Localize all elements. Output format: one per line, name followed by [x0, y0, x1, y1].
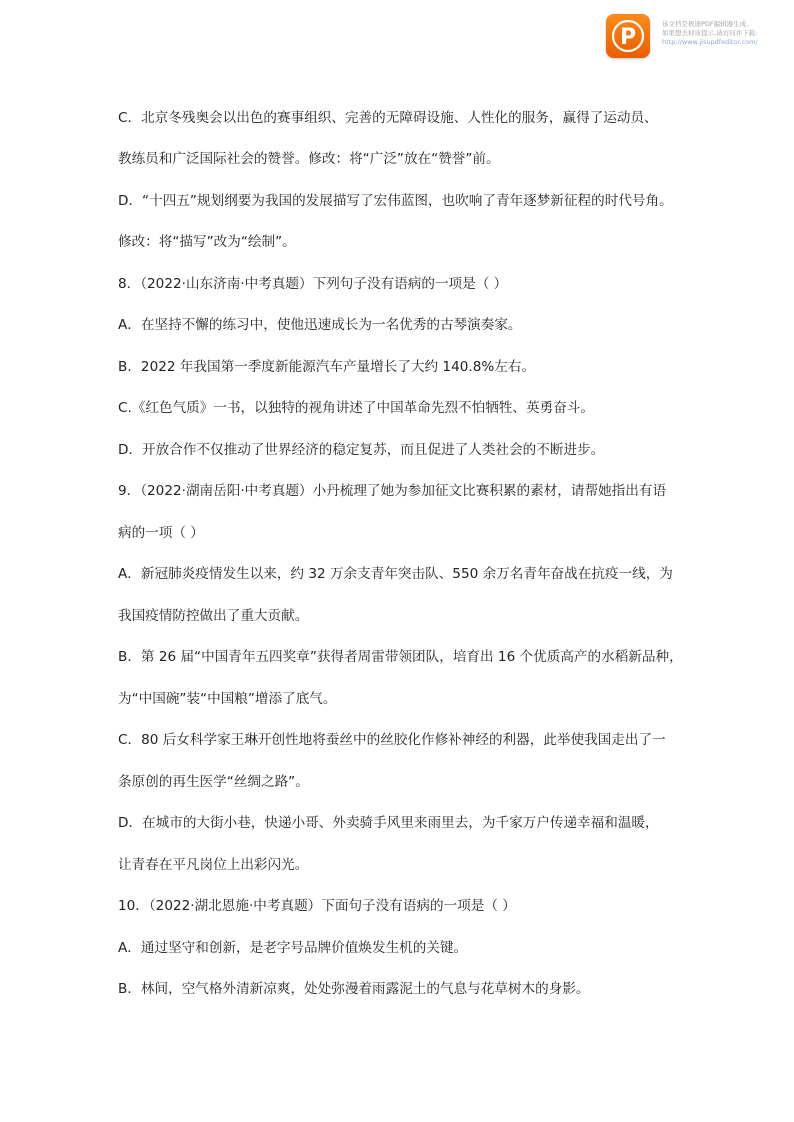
- text-line: 为“中国碗”装“中国粮”增添了底气。: [118, 691, 337, 707]
- caption-line-2: 如果想去掉该提示,请访问并下载:: [662, 29, 758, 37]
- question-heading: 10．（2022·湖北恩施·中考真题）下面句子没有语病的一项是（ ）: [118, 898, 516, 914]
- answer-option: A．新冠肺炎疫情发生以来，约 32 万余支青年突击队、550 余万名青年奋战在抗疫一线，为: [118, 566, 673, 582]
- answer-option: A．通过坚守和创新，是老字号品牌价值焕发生机的关键。: [118, 940, 468, 956]
- answer-option: D．在城市的大街小巷，快递小哥、外卖骑手风里来雨里去，为千家万户传递幸福和温暖，: [118, 815, 659, 831]
- caption-line-1: 该文档是极速PDF编辑器生成,: [662, 20, 749, 28]
- text-line: 让青春在平凡岗位上出彩闪光。: [118, 857, 309, 873]
- text-line: 条原创的再生医学“丝绸之路”。: [118, 774, 309, 790]
- answer-option: B．林间，空气格外清新凉爽，处处弥漫着雨露泥土的气息与花草树木的身影。: [118, 981, 590, 997]
- logo-letter: P: [619, 25, 637, 50]
- answer-option: C．80 后女科学家王琳开创性地将蚕丝中的丝胶化作修补神经的利器，此举使我国走出了一: [118, 732, 666, 748]
- text-line: 修改：将“描写”改为“绘制”。: [118, 234, 296, 250]
- watermark-caption: [662, 20, 792, 47]
- text-line: 我国疫情防控做出了重大贡献。: [118, 608, 309, 624]
- answer-option: B．2022 年我国第一季度新能源汽车产量增长了大约 140.8%左右。: [118, 359, 536, 375]
- text-line: 病的一项（ ）: [118, 525, 204, 541]
- text-line: 教练员和广泛国际社会的赞誉。修改：将“广泛”放在“赞誉”前。: [118, 151, 500, 167]
- pdf-p-glyph-icon: [606, 14, 650, 58]
- answer-option: C.《红色气质》一书，以独特的视角讲述了中国革命先烈不怕牺牲、英勇奋斗。: [118, 400, 594, 416]
- text-line: D．“十四五”规划纲要为我国的发展描写了宏伟蓝图，也吹响了青年逐梦新征程的时代号角。: [118, 193, 673, 209]
- answer-option: D．开放合作不仅推动了世界经济的稳定复苏，而且促进了人类社会的不断进步。: [118, 442, 605, 458]
- answer-option: B．第 26 届“中国青年五四奖章”获得者周雷带领团队，培育出 16 个优质高产的水稻新品种，: [118, 649, 683, 665]
- text-line: C．北京冬残奥会以出色的赛事组织、完善的无障碍设施、人性化的服务，赢得了运动员、: [118, 110, 658, 126]
- question-heading: 9．（2022·湖南岳阳·中考真题）小丹梳理了她为参加征文比赛积累的素材，请帮她指出有语: [118, 483, 667, 499]
- caption-url[interactable]: http://www.jisupdfeditor.com/: [662, 38, 758, 46]
- answer-option: A．在坚持不懈的练习中，使他迅速成长为一名优秀的古琴演奏家。: [118, 317, 522, 333]
- question-heading: 8．（2022·山东济南·中考真题）下列句子没有语病的一项是（ ）: [118, 276, 508, 292]
- pdf-editor-logo-icon: [606, 14, 650, 58]
